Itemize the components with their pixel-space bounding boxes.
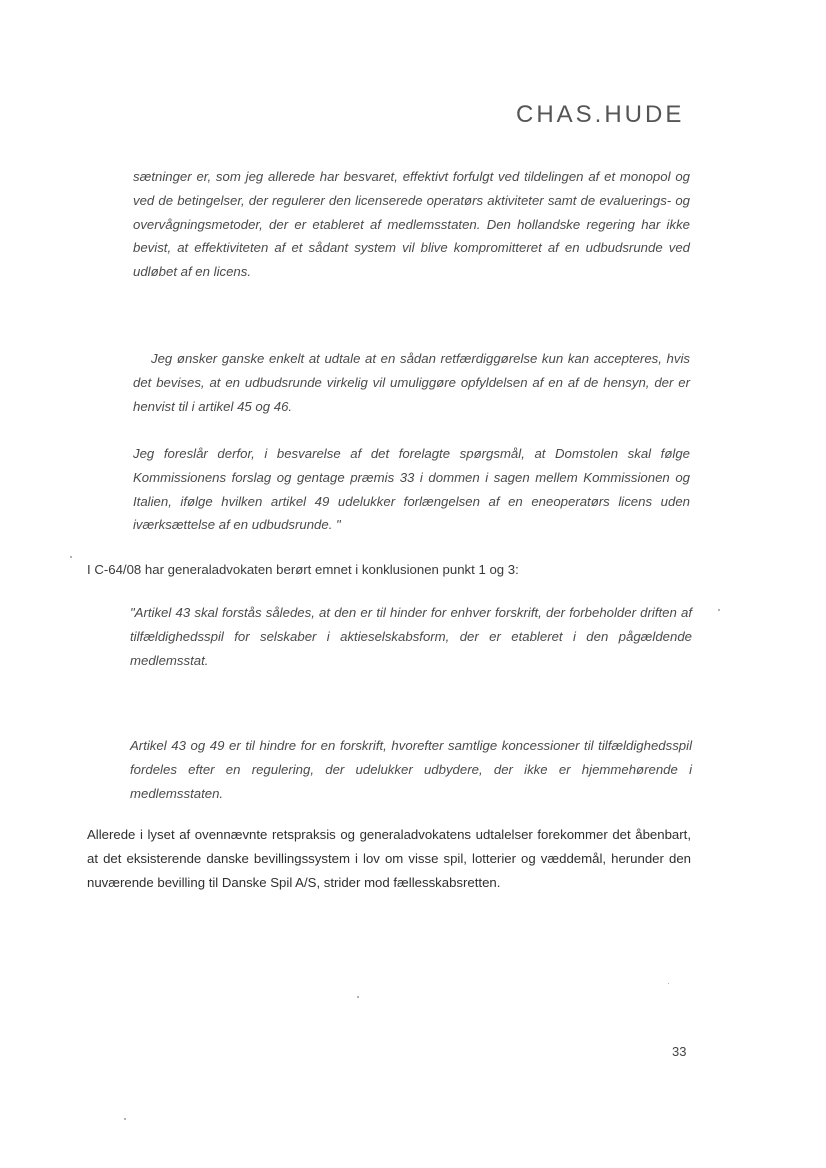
scan-speck — [124, 1118, 126, 1120]
conclusion-quote-point-3: Artikel 43 og 49 er til hindre for en forskrift, hvorefter samtlige koncessioner til tilfældighedsspil fordeles efter en regulering, der udelukker udbydere, der ikke er hjemmehørende i medlemsstaten. — [130, 738, 692, 801]
scan-speck — [357, 996, 359, 998]
quote-paragraph-continuation: sætninger er, som jeg allerede har besvaret, effektivt forfulgt ved tildelingen af et monopol og ved de betingelser, der regulerer den licenserede operatørs aktiviteter samt de evaluerings- og overvågningsmetoder, der er etableret af medlemsstaten. Den hollandske regering har ikke bevist, at effektiviteten af et sådant system vil blive kompromitteret af en udbudsrunde ved udløbet af en licens. — [133, 169, 690, 280]
scan-speck — [70, 556, 72, 558]
quote-paragraph-proposal: Jeg foreslår derfor, i besvarelse af det forelagte spørgsmål, at Domstolen skal følge Kommissionens forslag og gentage præmis 33 i dommen i sagen mellem Kommissionen og Italien, ifølge hvilken artikel 49 udelukker forlængelsen af en eneoperatørs licens uden iværksættelse af en udbudsrunde. " — [133, 446, 690, 533]
conclusion-quote-point-1: "Artikel 43 skal forstås således, at den er til hinder for enhver forskrift, der forbeholder driften af tilfældighedsspil for selskaber i aktieselskabsform, der er etableret i den pågældende medlemsstat. — [130, 605, 692, 668]
firm-logo: CHAS.HUDE — [516, 101, 685, 128]
quote-paragraph-justification: Jeg ønsker ganske enkelt at udtale at en sådan retfærdiggørelse kun kan accepteres, hvis det bevises, at en udbudsrunde virkelig vil umuliggøre opfyldelsen af en af de hensyn, der er henvist til i artikel 45 og 46. — [133, 351, 690, 414]
closing-paragraph: Allerede i lyset af ovennævnte retspraksis og generaladvokatens udtalelser forekommer det åbenbart, at det eksisterende danske bevillingssystem i lov om visse spil, lotterier og væddemål, herunder den nuværende bevilling til Danske Spil A/S, strider mod fællesskabsretten. — [87, 827, 691, 890]
scan-speck — [668, 983, 669, 984]
case-reference-paragraph: I C-64/08 har generaladvokaten berørt emnet i konklusionen punkt 1 og 3: — [87, 562, 519, 577]
scan-speck — [718, 609, 720, 611]
page-number: 33 — [672, 1044, 687, 1059]
